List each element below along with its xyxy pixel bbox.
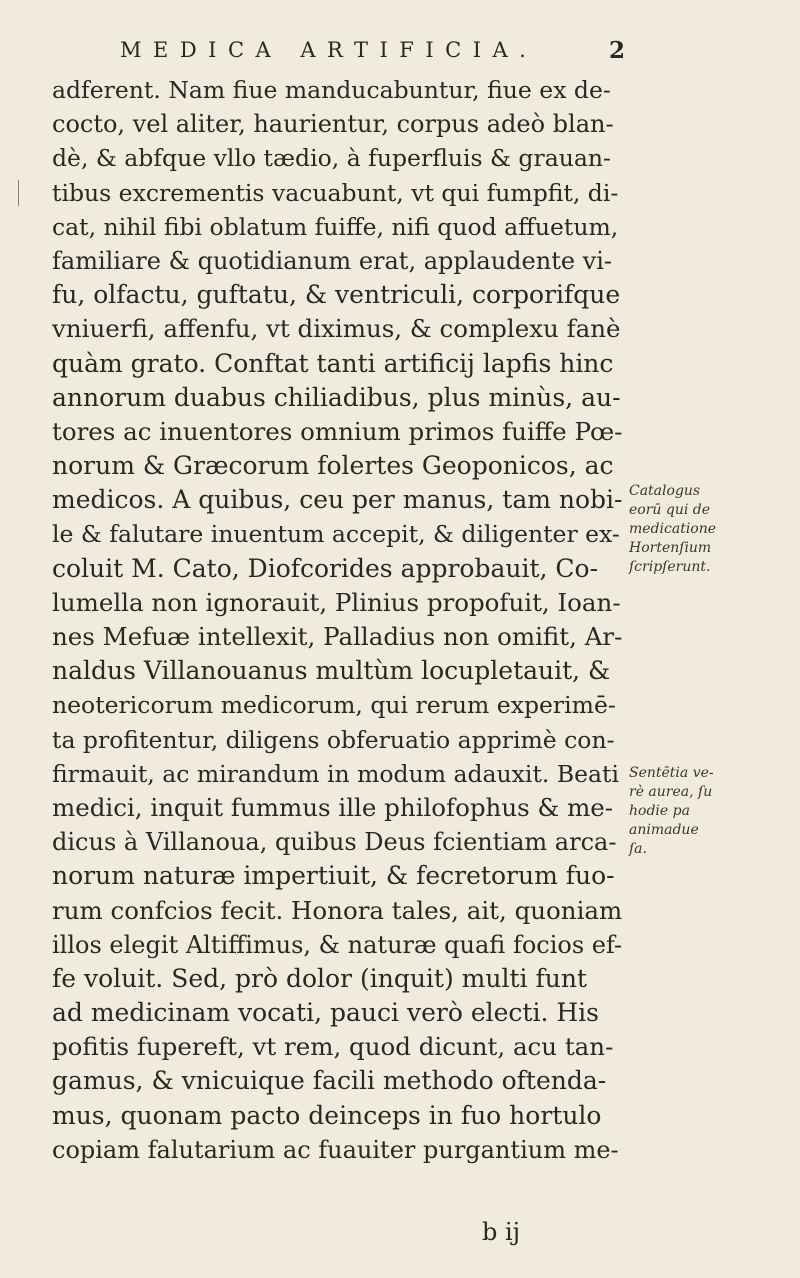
text-line: adferent. Nam fiue manducabuntur, fiue ex de-: [52, 76, 611, 104]
text-line: medici, inquit fummus ille philofophus & me-: [52, 792, 614, 822]
text-line: fu, olfactu, guftatu, & ventriculi, corporifque: [52, 280, 621, 310]
text-line: naldus Villanouanus multùm locupletauit, &: [52, 656, 611, 686]
text-line: norum naturæ impertiuit, & fecretorum fuo-: [52, 861, 615, 891]
text-line: cat, nihil fibi oblatum fuiffe, nifi quod affuetum,: [52, 212, 619, 241]
text-line: pofitis fupereft, vt rem, quod dicunt, acu tan-: [52, 1032, 614, 1062]
margin-note-line: Catalogus: [629, 483, 701, 499]
margin-note-line: ſa.: [629, 841, 647, 857]
text-line: gamus, & vnicuique facili methodo oftenda-: [52, 1066, 607, 1096]
text-line: dè, & abfque vllo tædio, à fuperfluis & grauan-: [52, 144, 611, 173]
margin-note-sententia: [629, 764, 779, 859]
signature-mark: b ij: [482, 1218, 521, 1246]
text-line: lumella non ignorauit, Plinius propofuit, Ioan-: [52, 587, 621, 617]
stray-ink-mark: [18, 180, 19, 206]
running-head: [120, 38, 625, 68]
text-line: tores ac inuentores omnium primos fuiffe Pœ-: [52, 416, 623, 446]
text-line: ta profitentur, diligens obferuatio apprimè con-: [52, 725, 615, 754]
text-line: illos elegit Altiffimus, & naturæ quafi focios ef-: [52, 930, 623, 959]
text-line: neotericorum medicorum, qui rerum experimē-: [52, 691, 616, 720]
margin-note-line: animadue: [629, 822, 699, 838]
margin-note-line: Sentētia ve-: [629, 765, 714, 781]
margin-note-line: eorū qui de: [629, 502, 711, 518]
text-line: annorum duabus chiliadibus, plus minùs, au-: [52, 382, 621, 412]
margin-note-line: ſcripſerunt.: [629, 559, 711, 575]
page-number: 2: [608, 37, 625, 64]
text-line: nes Mefuæ intellexit, Palladius non omifit, Ar-: [52, 622, 623, 651]
text-line: medicos. A quibus, ceu per manus, tam nobi-: [52, 485, 623, 515]
margin-note-catalogus: [629, 482, 779, 577]
text-line: tibus excrementis vacuabunt, vt qui fumpfit, di-: [52, 178, 619, 207]
margin-note-line: medicatione: [629, 521, 717, 537]
text-line: cocto, vel aliter, haurientur, corpus adeò blan-: [52, 110, 614, 139]
margin-note-line: rè aurea, ſu: [629, 784, 713, 800]
text-line: dicus à Villanoua, quibus Deus fcientiam arca-: [52, 828, 617, 857]
body-text: [52, 73, 622, 1167]
text-line: vniuerfi, affenfu, vt diximus, & complexu fanè: [52, 314, 621, 344]
margin-note-line: Hortenſium: [629, 540, 712, 556]
text-line: mus, quonam pacto deinceps in fuo hortulo: [52, 1100, 602, 1130]
running-title: MEDICA ARTIFICIA.: [120, 38, 538, 62]
text-line: le & falutare inuentum accepit, & diligenter ex-: [52, 520, 620, 549]
text-line: copiam falutarium ac fuauiter purgantium me-: [52, 1135, 619, 1164]
text-line: firmauit, ac mirandum in modum adauxit. Beati: [52, 759, 619, 788]
margin-note-line: hodie pa: [629, 803, 690, 819]
text-line: coluit M. Cato, Diofcorides approbauit, Co-: [52, 553, 599, 583]
text-line: rum confcios fecit. Honora tales, ait, quoniam: [52, 895, 623, 925]
text-line: ad medicinam vocati, pauci verò electi. His: [52, 998, 599, 1028]
text-line: familiare & quotidianum erat, applaudente vi-: [52, 246, 613, 275]
text-line: norum & Græcorum folertes Geoponicos, ac: [52, 451, 614, 481]
text-line: quàm grato. Conftat tanti artificij lapfis hinc: [52, 348, 614, 378]
text-line: fe voluit. Sed, prò dolor (inquit) multi funt: [52, 963, 587, 993]
